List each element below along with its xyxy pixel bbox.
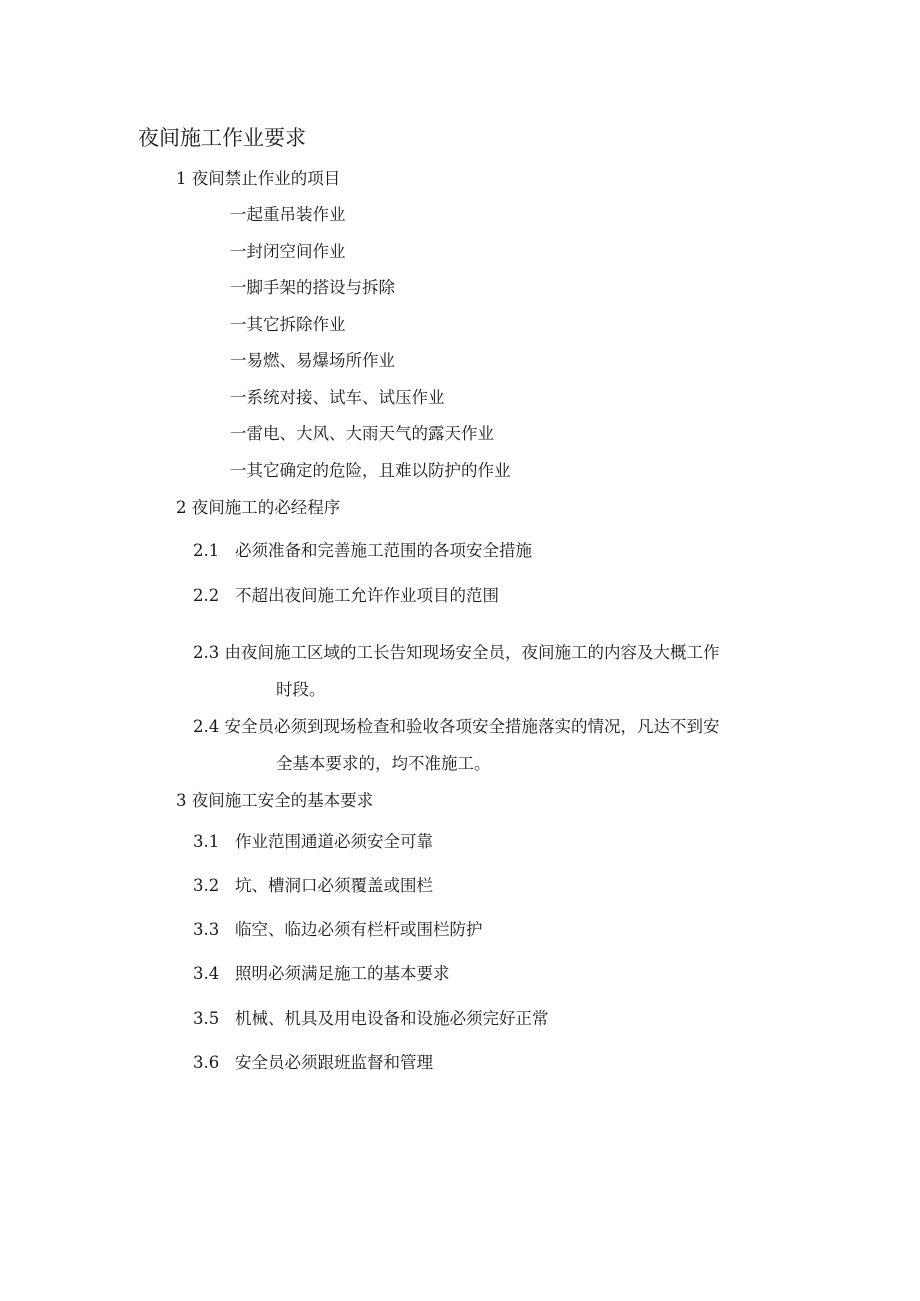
sub-item-2-1 (193, 539, 532, 563)
section-2-heading: 2 夜间施工的必经程序 (176, 498, 341, 517)
sub-item-3-5 (193, 1007, 549, 1031)
sub-item-3-1 (193, 830, 433, 854)
sub-item-text: 必须准备和完善施工范围的各项安全措施 (235, 541, 532, 560)
sub-item-number: 3.3 (193, 920, 220, 939)
sub-item-2-3 (193, 641, 720, 665)
sub-item-number: 3.1 (193, 832, 220, 851)
sub-item-2-4 (193, 715, 720, 739)
list-item: 一系统对接、试车、试压作业 (230, 388, 445, 407)
sub-item-text: 安全员必须跟班监督和管理 (235, 1053, 433, 1072)
list-item: 一雷电、大风、大雨天气的露天作业 (230, 424, 494, 443)
sub-item-text: 由夜间施工区域的工长告知现场安全员，夜间施工的内容及大概工作 (224, 643, 720, 662)
list-item: 一封闭空间作业 (230, 242, 346, 261)
list-item: 一易燃、易爆场所作业 (230, 351, 395, 370)
sub-item-continuation: 时段。 (276, 680, 326, 699)
sub-item-3-2 (193, 874, 433, 898)
sub-item-text: 机械、机具及用电设备和设施必须完好正常 (235, 1009, 549, 1028)
sub-item-number: 2.4 (193, 717, 220, 736)
sub-item-number: 3.4 (193, 964, 220, 983)
sub-item-2-2 (193, 584, 499, 608)
sub-item-text: 不超出夜间施工允许作业项目的范围 (235, 586, 499, 605)
sub-item-text: 照明必须满足施工的基本要求 (235, 964, 450, 983)
document-title: 夜间施工作业要求 (138, 126, 306, 150)
sub-item-number: 3.2 (193, 876, 220, 895)
sub-item-text: 安全员必须到现场检查和验收各项安全措施落实的情况，凡达不到安 (224, 717, 720, 736)
list-item: 一脚手架的搭设与拆除 (230, 278, 395, 297)
sub-item-3-4 (193, 962, 450, 986)
sub-item-number: 2.2 (193, 586, 220, 605)
sub-item-number: 3.6 (193, 1053, 220, 1072)
sub-item-continuation: 全基本要求的，均不准施工。 (276, 754, 491, 773)
sub-item-3-6 (193, 1051, 433, 1075)
section-3-heading: 3 夜间施工安全的基本要求 (176, 791, 374, 810)
list-item: 一其它确定的危险，且难以防护的作业 (230, 461, 511, 480)
sub-item-text: 临空、临边必须有栏杆或围栏防护 (235, 920, 483, 939)
sub-item-number: 3.5 (193, 1009, 220, 1028)
sub-item-number: 2.1 (193, 541, 220, 560)
list-item: 一其它拆除作业 (230, 315, 346, 334)
sub-item-number: 2.3 (193, 643, 220, 662)
list-item: 一起重吊装作业 (230, 205, 346, 224)
sub-item-3-3 (193, 918, 483, 942)
section-1-heading: 1 夜间禁止作业的项目 (176, 169, 341, 188)
sub-item-text: 作业范围通道必须安全可靠 (235, 832, 433, 851)
sub-item-text: 坑、槽洞口必须覆盖或围栏 (235, 876, 433, 895)
